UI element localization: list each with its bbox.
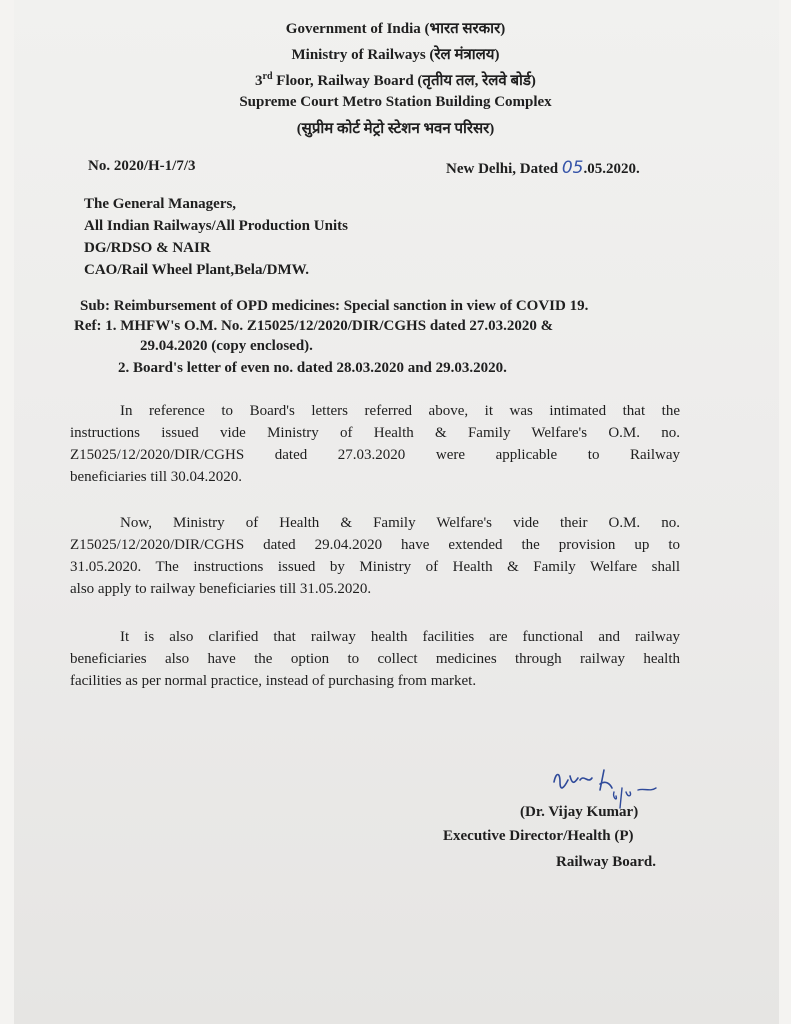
paragraph-line: instructions issued vide Ministry of Health & Family Welfare's O.M. no.	[70, 425, 680, 441]
letter-date	[446, 158, 640, 178]
paragraph-line: Z15025/12/2020/DIR/CGHS dated 29.04.2020 have extended the provision up to	[70, 537, 680, 553]
paragraph-line: It is also clarified that railway health facilities are functional and railway	[120, 629, 680, 645]
addressee-line: CAO/Rail Wheel Plant,Bela/DMW.	[84, 262, 309, 278]
paragraph-line: In reference to Board's letters referred above, it was intimated that the	[120, 403, 680, 419]
signatory-name: (Dr. Vijay Kumar)	[520, 804, 639, 820]
paragraph-3	[70, 626, 680, 692]
floor-ordinal: rd	[262, 71, 273, 82]
letterhead-building-hindi: (सुप्रीम कोर्ट मेट्रो स्टेशन भवन परिसर)	[296, 121, 495, 137]
letter-number: No. 2020/H-1/7/3	[88, 158, 196, 174]
paragraph-line: Now, Ministry of Health & Family Welfare's vide their O.M. no.	[120, 515, 680, 531]
letterhead-ministry: Ministry of Railways (रेल मंत्रालय)	[291, 47, 500, 63]
paragraph-line: 31.05.2020. The instructions issued by Ministry of Health & Family Welfare shall	[70, 559, 680, 575]
floor-text: Floor, Railway Board (तृतीय तल, रेलवे बोर्ड)	[272, 73, 536, 89]
addressee-line: The General Managers,	[84, 196, 237, 212]
letterhead-building: Supreme Court Metro Station Building Complex	[239, 94, 552, 110]
letterhead-government: Government of India (भारत सरकार)	[285, 21, 506, 37]
paragraph-line: beneficiaries also have the option to collect medicines through railway health	[70, 651, 680, 667]
reference-2: 2. Board's letter of even no. dated 28.03.2020 and 29.03.2020.	[118, 360, 507, 376]
addressee-line: DG/RDSO & NAIR	[84, 240, 211, 256]
reference-1-continued: 29.04.2020 (copy enclosed).	[140, 338, 313, 354]
signatory-designation: Executive Director/Health (P)	[443, 828, 634, 844]
signatory-office: Railway Board.	[556, 854, 657, 870]
paragraph-line: also apply to railway beneficiaries till 31.05.2020.	[70, 581, 372, 597]
paragraph-1	[70, 400, 680, 488]
subject-line: Sub: Reimbursement of OPD medicines: Special sanction in view of COVID 19.	[80, 298, 589, 314]
date-day-handwritten: 05	[561, 158, 584, 178]
reference-1: Ref: 1. MHFW's O.M. No. Z15025/12/2020/DIR/CGHS dated 27.03.2020 &	[74, 318, 554, 334]
paragraph-line: beneficiaries till 30.04.2020.	[70, 469, 243, 485]
letterhead-floor	[0, 70, 791, 90]
date-suffix: .05.2020.	[583, 161, 640, 177]
paragraph-line: Z15025/12/2020/DIR/CGHS dated 27.03.2020 were applicable to Railway	[70, 447, 680, 463]
paragraph-2	[70, 512, 680, 600]
date-prefix: New Delhi, Dated	[446, 161, 562, 177]
paragraph-line: facilities as per normal practice, instead of purchasing from market.	[70, 673, 477, 689]
addressee-line: All Indian Railways/All Production Units	[84, 218, 348, 234]
floor-number: 3	[255, 73, 263, 89]
